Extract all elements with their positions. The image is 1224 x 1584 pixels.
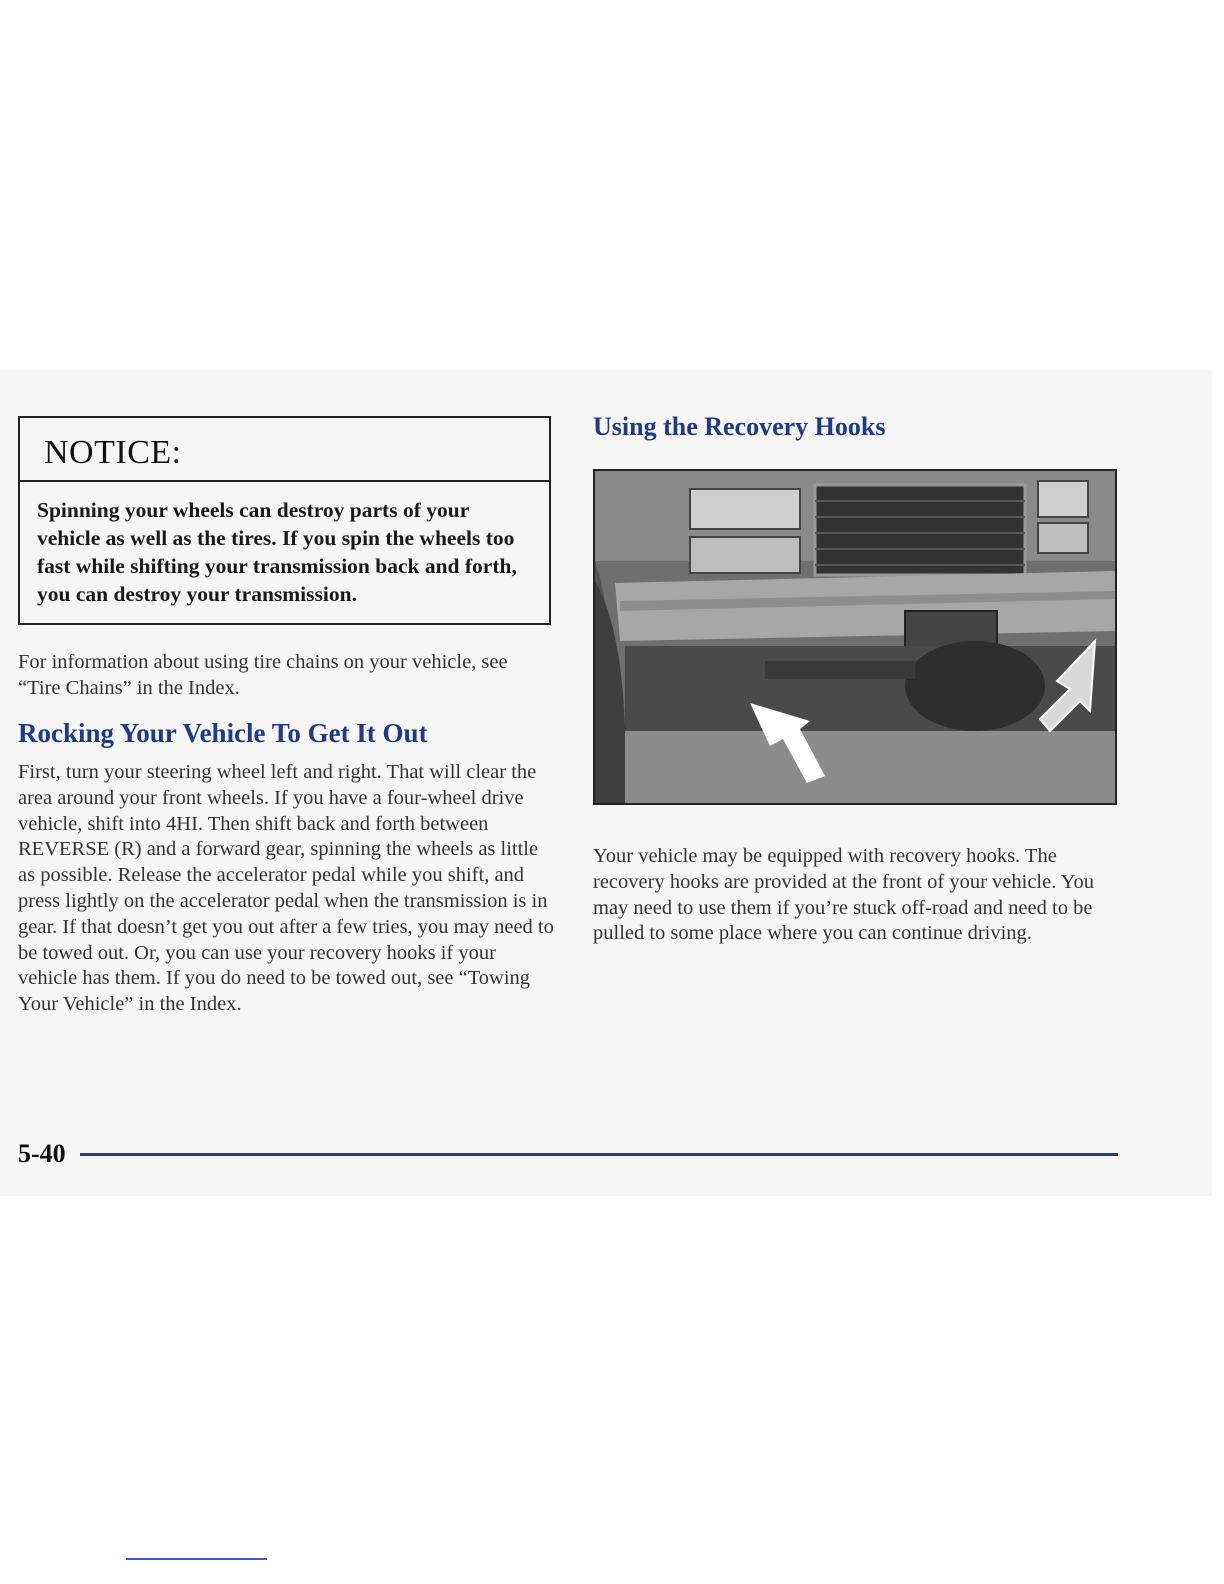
recovery-hooks-photo <box>593 469 1117 805</box>
recovery-heading: Using the Recovery Hooks <box>593 412 886 441</box>
rocking-heading: Rocking Your Vehicle To Get It Out <box>18 718 428 748</box>
footer-rule <box>80 1153 1118 1156</box>
notice-body: Spinning your wheels can destroy parts of your vehicle as well as the tires. If you spin the wheels too fast while shifting your transmission back and forth, you can destroy your transmission. <box>37 498 517 606</box>
recovery-paragraph: Your vehicle may be equipped with recovery hooks. The recovery hooks are provided at the front of your vehicle. You may need to use them if you’re stuck off-road and need to be pulled to some place where you can continue driving. <box>593 845 1094 945</box>
tire-chains-paragraph: For information about using tire chains on your vehicle, see “Tire Chains” in the Index. <box>18 651 508 699</box>
notice-box <box>18 416 551 625</box>
bottom-underline <box>126 1558 267 1560</box>
rocking-paragraph: First, turn your steering wheel left and right. That will clear the area around your front wheels. If you have a four-wheel drive vehicle, shift into 4HI. Then shift back and forth between REVERSE (R) and a forward gear, spinning the wheels as little as possible. Release the accelerator pedal while you shift, and press lightly on the accelerator pedal when the transmission is in gear. If that doesn’t get you out after a few tries, you may need to be towed out. Or, you can use your recovery hooks if your vehicle has them. If you do need to be towed out, see “Towing Your Vehicle” in the Index. <box>18 761 554 1016</box>
page-number: 5-40 <box>18 1139 66 1168</box>
notice-title: NOTICE: <box>20 418 549 482</box>
